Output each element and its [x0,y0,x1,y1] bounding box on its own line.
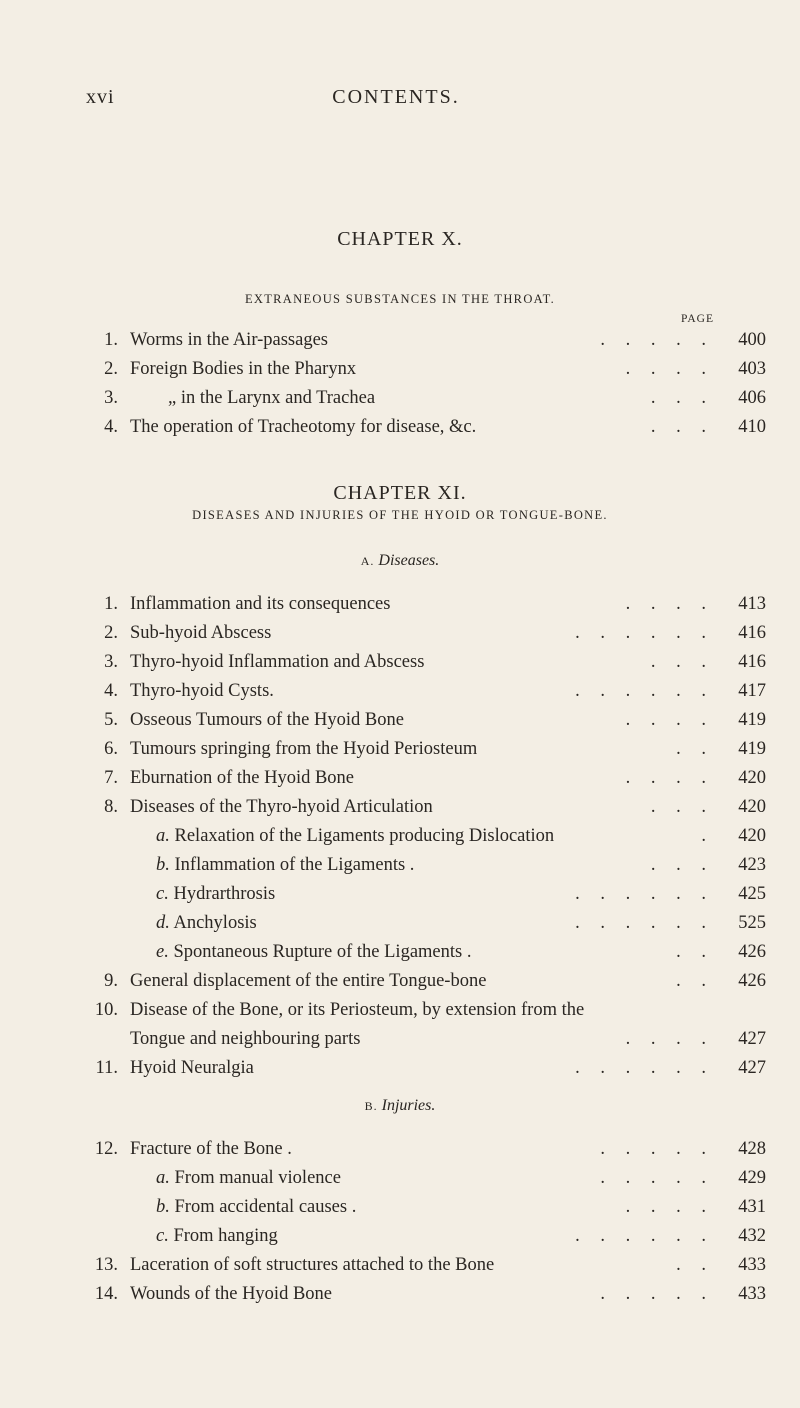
section-word: Injuries. [381,1097,436,1114]
entry-number: 13. [94,1255,118,1275]
page-folio: xvi [86,86,115,108]
entry-number: 10. [94,1000,118,1020]
entry-page: 433 [738,1284,766,1304]
dot-leader: . . . . . [600,1168,714,1188]
subentry-text: Inflammation of the Ligaments . [174,855,415,875]
entry-page: 427 [738,1029,766,1049]
entry-number: 3. [104,388,118,408]
dot-leader: . . . . . . [575,1226,714,1246]
entry-title-continued: Tongue and neighbouring parts [130,1029,361,1049]
subentry-letter: a. [156,1168,170,1188]
entry-page: 426 [738,942,766,962]
entry-title: Eburnation of the Hyoid Bone [130,768,355,788]
subentry-letter: c. [156,1226,169,1246]
entry-page: 431 [738,1197,766,1217]
entry-page: 416 [738,652,766,672]
entry-number: 14. [94,1284,118,1304]
dot-leader: . . . . [625,359,714,379]
toc-entry [86,967,766,995]
entry-title: Thyro-hyoid Cysts. [130,681,274,701]
entry-page: 433 [738,1255,766,1275]
entry-page: 419 [738,739,766,759]
entry-page: 429 [738,1168,766,1188]
entry-number: 11. [95,1058,118,1078]
entry-number: 2. [104,359,118,379]
subentry-text: From hanging [173,1226,278,1246]
toc-entry [86,1251,766,1279]
dot-leader: . . . . [625,710,714,730]
entry-title: General displacement of the entire Tongue-bone [130,971,487,991]
dot-leader: . . . . [625,594,714,614]
toc-entry [86,648,766,676]
dot-leader: . . . . [625,1197,714,1217]
entry-title: Worms in the Air-passages [130,330,329,350]
toc-entry [86,619,766,647]
subentry-text: Hydrarthrosis [173,884,276,904]
toc-entry [86,590,766,618]
entry-page: 416 [738,623,766,643]
toc-entry [86,764,766,792]
subentry-text: From manual violence [174,1168,341,1188]
subentry-letter: a. [156,826,170,846]
dot-leader: . . [676,739,714,759]
entry-page: 420 [738,797,766,817]
toc-entry [86,326,766,354]
entry-title: Thyro-hyoid Inflammation and Abscess [130,652,425,672]
subentry-title [156,822,554,850]
toc-subentry [86,880,766,908]
entry-number: 1. [104,594,118,614]
subentry-title [156,1222,278,1250]
section-b-heading [0,1097,800,1115]
entry-page: 428 [738,1139,766,1159]
toc-entry [86,706,766,734]
entry-title: The operation of Tracheotomy for disease, &c. [130,417,477,437]
running-title: CONTENTS. [332,86,460,108]
subentry-text: Anchylosis [173,913,257,933]
entry-page: 403 [738,359,766,379]
entry-page: 525 [738,913,766,933]
dot-leader: . . . . [625,768,714,788]
entry-title: Fracture of the Bone . [130,1139,292,1159]
toc-entry [86,996,766,1024]
subentry-letter: c. [156,884,169,904]
entry-title: Diseases of the Thyro-hyoid Articulation [130,797,433,817]
dot-leader: . . [676,971,714,991]
toc-entry [86,1280,766,1308]
dot-leader: . . . . . . [575,884,714,904]
entry-number: 4. [104,417,118,437]
subentry-title [156,909,257,937]
entry-number: 1. [104,330,118,350]
chapter-x-subtitle: EXTRANEOUS SUBSTANCES IN THE THROAT. [244,292,556,306]
subentry-letter: b. [156,1197,170,1217]
subentry-title [156,851,414,879]
entry-title: Osseous Tumours of the Hyoid Bone [130,710,404,730]
subentry-text: From accidental causes . [174,1197,357,1217]
entry-title: Laceration of soft structures attached to the Bone [130,1255,495,1275]
toc-subentry [86,851,766,879]
toc-entry [86,1054,766,1082]
chapter-xi-title: CHAPTER XI. [333,482,467,504]
entry-title: Disease of the Bone, or its Periosteum, by extension from the [130,1000,585,1020]
toc-entry [86,355,766,383]
entry-title: Foreign Bodies in the Pharynx [130,359,357,379]
subentry-title [156,1193,356,1221]
dot-leader: . . . . [625,1029,714,1049]
dot-leader: . . [676,1255,714,1275]
entry-number: 12. [94,1139,118,1159]
subentry-text: Spontaneous Rupture of the Ligaments . [173,942,472,962]
toc-subentry [86,1164,766,1192]
entry-title: Sub-hyoid Abscess [130,623,272,643]
entry-number: 2. [104,623,118,643]
subentry-title [156,880,275,908]
entry-page: 423 [738,855,766,875]
dot-leader: . . . [650,388,714,408]
entry-number: 9. [104,971,118,991]
dot-leader: . . . . . [600,330,714,350]
dot-leader: . . . . . . [575,623,714,643]
dot-leader: . . . [650,652,714,672]
toc-entry-continuation [86,1025,766,1053]
entry-page: 420 [738,768,766,788]
toc-entry [86,1135,766,1163]
entry-number: 4. [104,681,118,701]
toc-entry [86,735,766,763]
entry-page: 426 [738,971,766,991]
toc-entry [86,384,766,412]
toc-entry [86,677,766,705]
toc-subentry [86,909,766,937]
entry-number: 5. [104,710,118,730]
dot-leader: . . . [650,417,714,437]
entry-title: Tumours springing from the Hyoid Periosteum [130,739,478,759]
chapter-xi-subtitle: DISEASES AND INJURIES OF THE HYOID OR TONGUE-BONE. [192,508,608,522]
page-column-label: PAGE [681,313,714,325]
subentry-text: Relaxation of the Ligaments producing Dislocation [174,826,555,846]
toc-entry [86,793,766,821]
dot-leader: . . . [650,797,714,817]
section-word: Diseases. [378,552,440,569]
entry-title: Wounds of the Hyoid Bone [130,1284,332,1304]
entry-page: 400 [738,330,766,350]
dot-leader: . [701,826,714,846]
entry-title: „ in the Larynx and Trachea [168,388,376,408]
dot-leader: . . . . . . [575,913,714,933]
entry-title: Hyoid Neuralgia [130,1058,254,1078]
entry-page: 410 [738,417,766,437]
entry-title: Inflammation and its consequences [130,594,391,614]
toc-subentry [86,822,766,850]
dot-leader: . . . . . [600,1139,714,1159]
toc-subentry [86,1193,766,1221]
subentry-title [156,938,471,966]
toc-subentry [86,1222,766,1250]
running-head [86,86,706,110]
chapter-x-title: CHAPTER X. [337,228,463,250]
entry-number: 3. [104,652,118,672]
subentry-letter: d. [156,913,170,933]
entry-number: 6. [104,739,118,759]
subentry-title [156,1164,341,1192]
entry-page: 432 [738,1226,766,1246]
entry-page: 406 [738,388,766,408]
entry-page: 419 [738,710,766,730]
entry-page: 413 [738,594,766,614]
entry-page: 420 [738,826,766,846]
entry-page: 427 [738,1058,766,1078]
subentry-letter: e. [156,942,169,962]
entry-number: 7. [104,768,118,788]
section-a-heading [0,552,800,570]
entry-number: 8. [104,797,118,817]
entry-page: 417 [738,681,766,701]
entry-page: 425 [738,884,766,904]
toc-entry [86,413,766,441]
section-letter: B. [364,1099,378,1113]
dot-leader: . . . . . . [575,681,714,701]
subentry-letter: b. [156,855,170,875]
section-letter: A. [360,554,375,568]
dot-leader: . . . . . . [575,1058,714,1078]
dot-leader: . . . [650,855,714,875]
toc-subentry [86,938,766,966]
dot-leader: . . [676,942,714,962]
dot-leader: . . . . . [600,1284,714,1304]
